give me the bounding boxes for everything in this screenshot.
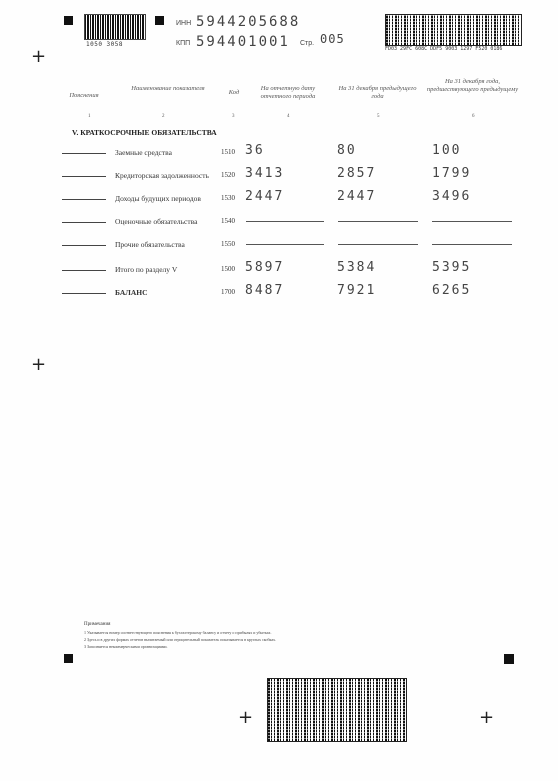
registration-mark-top-center <box>155 16 164 25</box>
row-value-empty-prev-year <box>338 244 418 245</box>
crosshair-mark-top-left: + <box>31 46 47 67</box>
row-value-current: 3413 <box>245 166 285 181</box>
row-note-dash <box>62 293 106 294</box>
row-name-deferred-income: Доходы будущих периодов <box>115 194 201 203</box>
registration-mark-top-left <box>64 16 73 25</box>
row-value-empty-current <box>246 244 324 245</box>
row-value-prev-year: 2447 <box>337 189 377 204</box>
kpp-label: КПП <box>176 40 191 47</box>
column-number-6: 6 <box>472 114 475 119</box>
column-header-code: Код <box>228 89 240 96</box>
row-value-empty-prev-year <box>338 221 418 222</box>
note-line-1: 1 Указывается номер соответствующего пояснения к бухгалтерскому балансу и отчету о прибылях и убытках. <box>84 630 272 635</box>
row-value-current: 8487 <box>245 283 285 298</box>
row-code: 1530 <box>221 194 235 202</box>
row-value-empty-prev-prev-year <box>432 244 512 245</box>
row-note-dash <box>62 176 106 177</box>
column-number-4: 4 <box>287 114 290 119</box>
document-barcode <box>84 14 146 40</box>
row-code: 1540 <box>221 217 235 225</box>
row-code: 1700 <box>221 288 235 296</box>
page-label: Стр. <box>300 40 315 47</box>
row-name-balance: БАЛАНС <box>115 288 148 297</box>
row-value-current: 5897 <box>245 260 285 275</box>
column-number-3: 3 <box>232 114 235 119</box>
row-code: 1550 <box>221 240 235 248</box>
row-value-empty-prev-prev-year <box>432 221 512 222</box>
row-note-dash <box>62 245 106 246</box>
row-value-current: 36 <box>245 143 265 158</box>
row-name-other-liabilities: Прочие обязательства <box>115 240 185 249</box>
row-name-borrowed-funds: Заемные средства <box>115 148 172 157</box>
column-header-prev-year: На 31 декабря предыдущего года <box>338 85 417 100</box>
row-note-dash <box>62 153 106 154</box>
row-value-prev-year: 7921 <box>337 283 377 298</box>
row-value-prev-year: 5384 <box>337 260 377 275</box>
inn-label: ИНН <box>176 20 192 27</box>
row-value-prev-year: 2857 <box>337 166 377 181</box>
row-note-dash <box>62 222 106 223</box>
column-header-current: На отчетную дату отчетного периода <box>260 85 316 100</box>
column-number-2: 2 <box>162 114 165 119</box>
row-code: 1510 <box>221 148 235 156</box>
column-number-5: 5 <box>377 114 380 119</box>
row-value-prev-prev-year: 6265 <box>432 283 472 298</box>
crosshair-mark-mid-left: + <box>31 354 47 375</box>
barcode-number: 1050 3058 <box>86 41 124 48</box>
inn-value: 5944205688 <box>196 14 301 30</box>
crosshair-mark-bottom-right: + <box>479 707 495 728</box>
row-value-prev-prev-year: 100 <box>432 143 462 158</box>
column-number-1: 1 <box>88 114 91 119</box>
row-code: 1520 <box>221 171 235 179</box>
section-title: V. КРАТКОСРОЧНЫЕ ОБЯЗАТЕЛЬСТВА <box>72 128 217 137</box>
row-value-empty-current <box>246 221 324 222</box>
column-header-prev-prev-year: На 31 декабря года, предшествующего предыдущему <box>426 78 519 93</box>
row-note-dash <box>62 270 106 271</box>
row-value-prev-year: 80 <box>337 143 357 158</box>
column-header-indicator: Наименование показателя <box>131 85 205 92</box>
row-value-prev-prev-year: 3496 <box>432 189 472 204</box>
row-code: 1500 <box>221 265 235 273</box>
row-value-prev-prev-year: 1799 <box>432 166 472 181</box>
pdf417-caption: FD03 29FC 608C DDF5 9003 1297 F520 0186 <box>385 46 503 52</box>
column-header-notes: Пояснения <box>69 92 99 99</box>
notes-title: Примечания <box>84 622 111 627</box>
note-line-3: 3 Заполняется некоммерческими организациями. <box>84 644 168 649</box>
registration-mark-bottom-right <box>504 654 514 664</box>
pdf417-barcode-bottom <box>267 678 407 742</box>
row-value-prev-prev-year: 5395 <box>432 260 472 275</box>
row-name-payables: Кредиторская задолженность <box>115 171 209 180</box>
note-line-2: 2 Здесь и в других формах отчетов вычитаемый или отрицательный показатель показывается в круглых скобках. <box>84 637 277 642</box>
registration-mark-bottom-left <box>64 654 73 663</box>
row-name-section-total: Итого по разделу V <box>115 265 178 274</box>
page-number: 005 <box>320 32 345 46</box>
row-name-estimated-liabilities: Оценочные обязательства <box>115 217 198 226</box>
crosshair-mark-bottom-center: + <box>238 707 254 728</box>
kpp-value: 594401001 <box>196 34 290 50</box>
row-value-current: 2447 <box>245 189 285 204</box>
pdf417-barcode-top <box>385 14 522 46</box>
row-note-dash <box>62 199 106 200</box>
